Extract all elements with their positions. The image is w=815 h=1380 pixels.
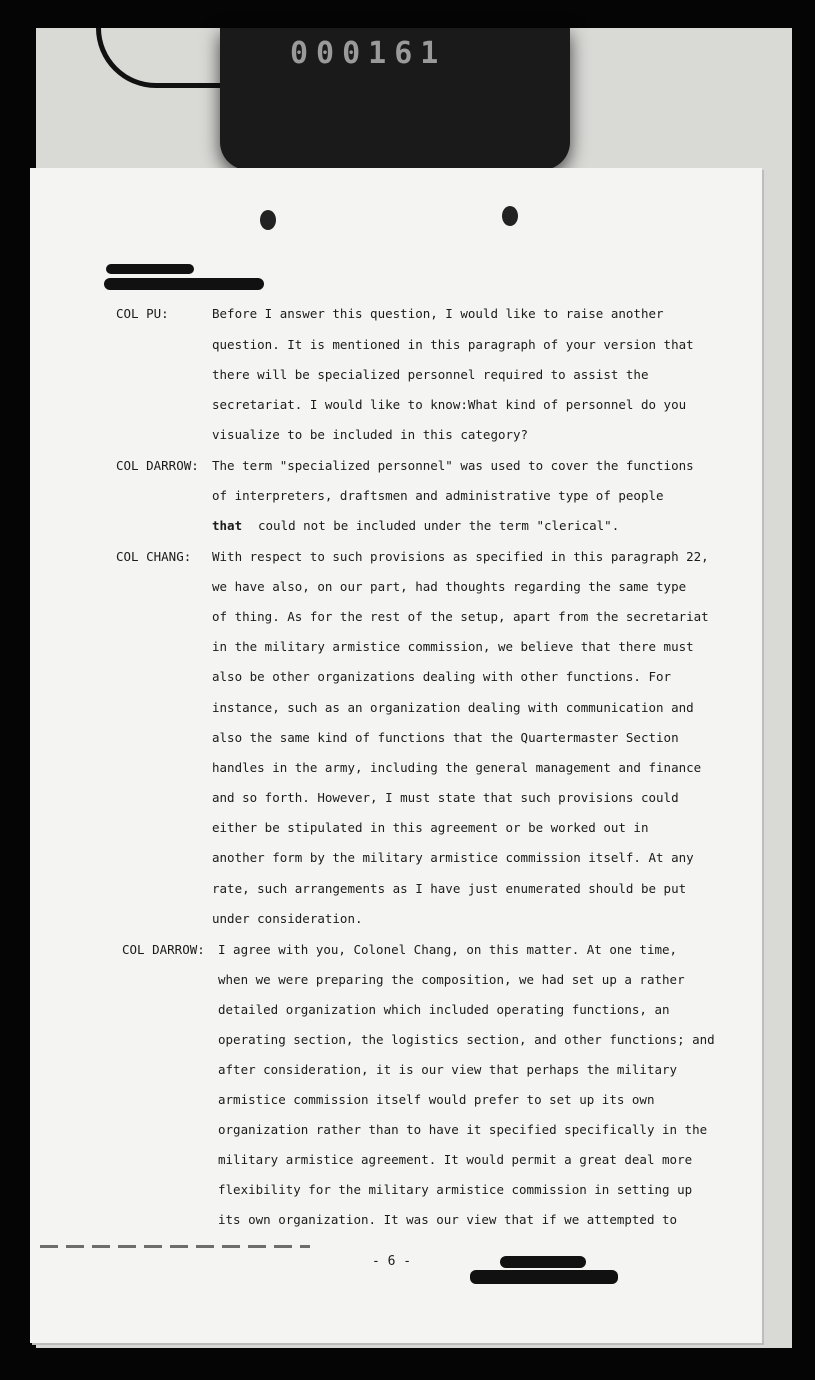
text-line: question. It is mentioned in this paragraph of your version that: [212, 337, 694, 352]
text-line: we have also, on our part, had thoughts regarding the same type: [212, 579, 687, 594]
text-line: another form by the military armistice commission itself. At any: [212, 850, 694, 865]
text-line: and so forth. However, I must state that such provisions could: [212, 790, 679, 805]
text-line: Before I answer this question, I would like to raise another: [212, 306, 664, 321]
text-line: organization rather than to have it specified specifically in the: [218, 1122, 708, 1137]
text-line: could not be included under the term "clerical".: [258, 518, 620, 533]
text-line: military armistice agreement. It would permit a great deal more: [218, 1152, 693, 1167]
text-line: also be other organizations dealing with other functions. For: [212, 669, 672, 684]
text-line: rate, such arrangements as I have just enumerated should be put: [212, 881, 687, 896]
text-line: flexibility for the military armistice commission in setting up: [218, 1182, 693, 1197]
speaker-label: COL PU:: [116, 306, 169, 321]
text-line: there will be specialized personnel required to assist the: [212, 367, 649, 382]
text-line: detailed organization which included operating functions, an: [218, 1002, 670, 1017]
speaker-label: COL CHANG:: [116, 549, 192, 564]
text-line: secretariat. I would like to know:What kind of personnel do you: [212, 397, 687, 412]
text-line: The term "specialized personnel" was used to cover the functions: [212, 458, 694, 473]
text-line: instance, such as an organization dealing with communication and: [212, 700, 694, 715]
emphasis-word: that: [212, 518, 243, 533]
text-line: handles in the army, including the general management and finance: [212, 760, 702, 775]
text-line: of thing. As for the rest of the setup, apart from the secretariat: [212, 609, 709, 624]
text-line: when we were preparing the composition, we had set up a rather: [218, 972, 685, 987]
text-line: of interpreters, draftsmen and administrative type of people: [212, 488, 664, 503]
speaker-label: COL DARROW:: [116, 458, 199, 473]
page-number: - 6 -: [372, 1254, 412, 1269]
text-line: also the same kind of functions that the Quartermaster Section: [212, 730, 679, 745]
text-line: operating section, the logistics section, and other functions; and: [218, 1032, 715, 1047]
counter-digits: 000161: [290, 36, 447, 71]
text-line: in the military armistice commission, we believe that there must: [212, 639, 694, 654]
text-line: visualize to be included in this category?: [212, 427, 529, 442]
speaker-label: COL DARROW:: [122, 942, 205, 957]
text-line: after consideration, it is our view that perhaps the military: [218, 1062, 678, 1077]
text-line: With respect to such provisions as specified in this paragraph 22,: [212, 549, 709, 564]
text-line: I agree with you, Colonel Chang, on this matter. At one time,: [218, 942, 678, 957]
text-line: either be stipulated in this agreement or be worked out in: [212, 820, 649, 835]
text-line: under consideration.: [212, 911, 363, 926]
text-line: its own organization. It was our view that if we attempted to: [218, 1212, 678, 1227]
text-line: armistice commission itself would prefer to set up its own: [218, 1092, 655, 1107]
